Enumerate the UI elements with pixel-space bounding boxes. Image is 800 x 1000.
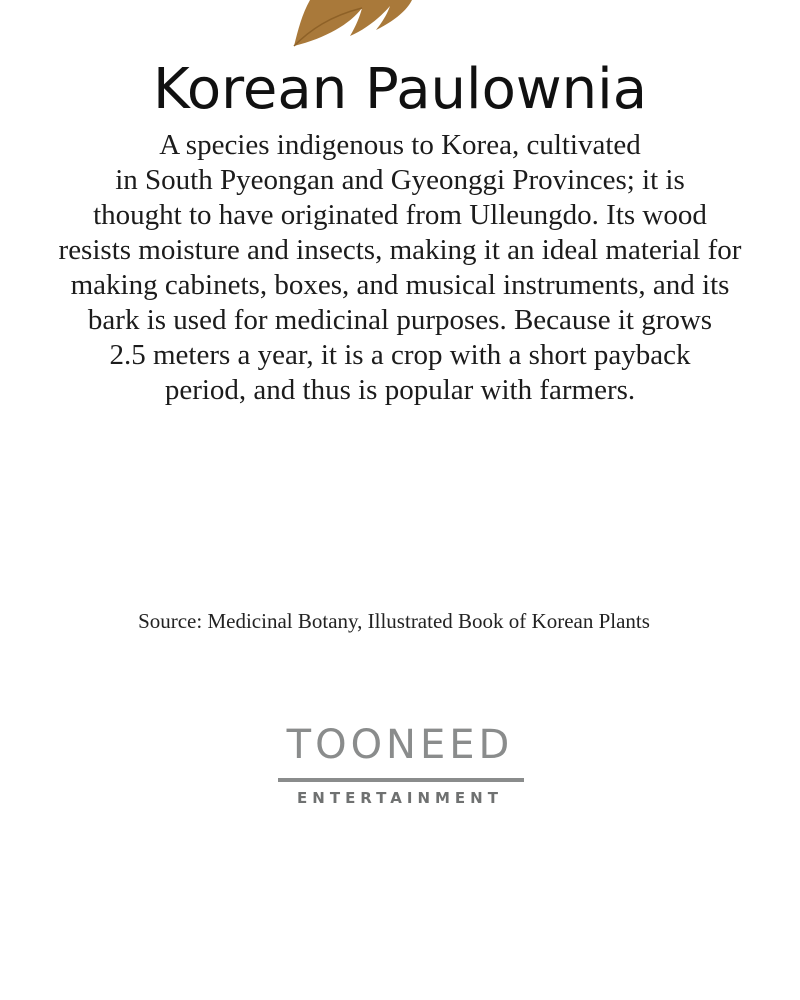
source-citation: Source: Medicinal Botany, Illustrated Book of Korean Plants [138,609,650,633]
description-line: bark is used for medicinal purposes. Because it grows [87,304,713,336]
page-title: Korean Paulownia [152,57,648,122]
description-line: making cabinets, boxes, and musical instruments, and its [70,269,730,301]
publisher-logo [262,722,538,812]
logo-divider [278,778,524,782]
logo-name: TOONEED [286,722,514,768]
description [20,128,780,408]
description-line: thought to have originated from Ulleungdo. Its wood [93,199,707,231]
description-line: period, and thus is popular with farmers. [164,374,636,406]
description-line: A species indigenous to Korea, cultivated [159,129,641,161]
description-line: resists moisture and insects, making it an ideal material for [58,234,742,266]
leaf-icon [280,0,420,50]
logo-subtitle: ENTERTAINMENT [297,789,503,807]
description-line: in South Pyeongan and Gyeonggi Provinces; it is [115,164,685,196]
description-line: 2.5 meters a year, it is a crop with a short payback [109,339,691,371]
